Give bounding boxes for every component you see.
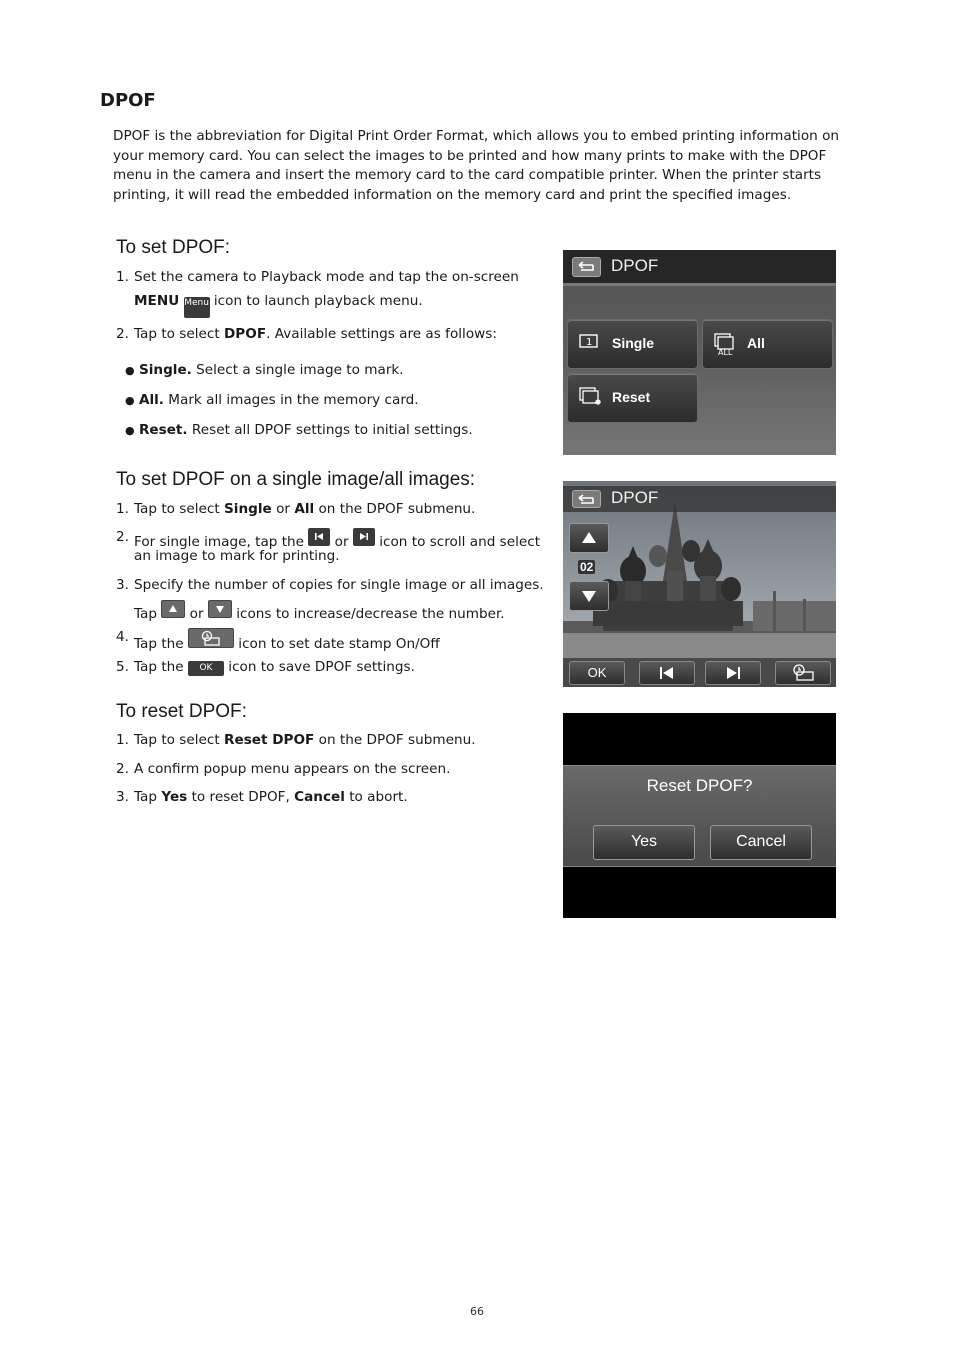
title-bar xyxy=(563,250,836,286)
step-text: Tap xyxy=(134,606,162,622)
step-text: or xyxy=(185,606,208,622)
bullet-bold: Single. xyxy=(138,362,192,378)
date-stamp-icon xyxy=(188,628,234,648)
increase-button[interactable] xyxy=(569,523,609,553)
step-text: icon to set date stamp On/Off xyxy=(233,636,440,652)
intro-paragraph: DPOF is the abbreviation for Digital Print Order Format, which allows you to embed printing information on your memory card. You can select the images to be printed and how many prints to make with the DPOF menu in the camera and insert the memory card to the card compatible printer. When the printer starts printing, it will read the embedded information on the memory card and print the specified images. xyxy=(113,128,840,203)
step-number: 1. xyxy=(116,501,129,517)
all-icon xyxy=(713,332,739,356)
reset-label: Reset xyxy=(612,389,651,405)
step-1-2 xyxy=(116,325,536,345)
step-text: on the DPOF submenu. xyxy=(314,501,476,517)
ok-icon xyxy=(188,661,224,676)
bullet-bold: All. xyxy=(138,392,164,408)
confirm-dialog xyxy=(563,765,836,867)
screen-title: DPOF xyxy=(611,256,659,275)
next-icon xyxy=(353,528,375,546)
page-number: 66 xyxy=(470,1305,484,1318)
section-heading-reset-dpof: To reset DPOF: xyxy=(116,701,247,722)
reset-button[interactable] xyxy=(567,373,698,423)
bullet-mark: ● xyxy=(125,394,135,407)
bullet-reset xyxy=(125,422,473,438)
step-text: Tap the xyxy=(134,636,188,652)
reset-icon xyxy=(578,386,604,410)
back-button[interactable] xyxy=(572,490,601,508)
step-2-2 xyxy=(116,528,541,550)
step-number: 5. xyxy=(116,659,129,675)
step-bold: Reset DPOF xyxy=(224,732,315,748)
menu-icon-label: Menu xyxy=(184,298,209,308)
menu-label: MENU xyxy=(134,293,180,309)
back-arrow-icon xyxy=(577,261,597,273)
section-heading-single-all: To set DPOF on a single image/all images: xyxy=(116,469,476,490)
previous-icon xyxy=(660,667,674,679)
step-text: Specify the number of copies for single image or all images. xyxy=(134,577,544,593)
screenshot-dpof-playback xyxy=(563,481,836,687)
bullet-mark: ● xyxy=(125,424,135,437)
bullet-all xyxy=(125,392,419,408)
step-2-3 xyxy=(116,576,544,596)
step-text: or xyxy=(271,501,295,517)
step-text: icon to scroll and select xyxy=(374,534,541,550)
step-text: Tap to select xyxy=(134,501,225,517)
step-text: . Available settings are as follows: xyxy=(266,326,497,342)
step-text: Tap xyxy=(134,789,162,805)
bullet-mark: ● xyxy=(125,364,135,377)
yes-button[interactable] xyxy=(593,825,695,860)
date-stamp-icon xyxy=(791,663,815,681)
screenshot-reset-confirm xyxy=(563,713,836,918)
step-number: 3. xyxy=(116,789,129,805)
ok-label: OK xyxy=(587,665,607,680)
bullet-text: Select a single image to mark. xyxy=(191,362,404,378)
step-text: to reset DPOF, xyxy=(187,789,295,805)
step-bold: Single xyxy=(224,501,272,517)
step-text: on the DPOF submenu. xyxy=(314,732,476,748)
screen-title: DPOF xyxy=(611,488,659,507)
bullet-text: Reset all DPOF settings to initial settings. xyxy=(187,422,473,438)
step-number: 1. xyxy=(116,269,129,285)
down-arrow-icon xyxy=(582,590,596,602)
page-title: DPOF xyxy=(100,90,156,111)
all-icon-text: ALL xyxy=(718,348,733,356)
back-arrow-icon xyxy=(577,494,597,506)
step-3-2 xyxy=(116,760,536,780)
date-stamp-button[interactable] xyxy=(775,661,831,685)
step-number: 3. xyxy=(116,577,129,593)
step-text: A confirm popup menu appears on the screen. xyxy=(134,761,451,777)
next-button[interactable] xyxy=(705,661,761,685)
bullet-bold: Reset. xyxy=(138,422,188,438)
confirm-question: Reset DPOF? xyxy=(646,776,753,795)
all-label: All xyxy=(747,335,765,351)
step-text: For single image, tap the xyxy=(134,534,309,550)
step-number: 2. xyxy=(116,326,129,342)
single-icon xyxy=(578,332,600,350)
section-heading-set-dpof: To set DPOF: xyxy=(116,237,231,258)
step-text: icon to launch playback menu. xyxy=(209,293,423,309)
all-button[interactable] xyxy=(702,319,833,369)
step-text: Tap the xyxy=(134,659,188,675)
step-2-1 xyxy=(116,500,536,520)
menu-icon xyxy=(184,297,210,318)
bullet-single xyxy=(125,362,404,378)
previous-button[interactable] xyxy=(639,661,695,685)
ok-icon-label: OK xyxy=(199,663,213,673)
back-button[interactable] xyxy=(572,257,601,277)
increase-icon xyxy=(161,600,185,618)
step-2-5 xyxy=(116,658,536,678)
single-button[interactable] xyxy=(567,319,698,369)
decrease-button[interactable] xyxy=(569,581,609,611)
bullet-text: Mark all images in the memory card. xyxy=(163,392,419,408)
title-bar xyxy=(563,486,836,512)
svg-text:1: 1 xyxy=(586,337,593,348)
step-bold: All xyxy=(294,501,315,517)
next-icon xyxy=(726,667,740,679)
step-text: Tap to select xyxy=(134,326,225,342)
yes-label: Yes xyxy=(630,833,658,850)
step-text: Set the camera to Playback mode and tap the on-screen xyxy=(134,269,519,285)
bottom-toolbar xyxy=(563,658,836,687)
step-3-3 xyxy=(116,788,536,808)
copy-count: 02 xyxy=(580,560,594,574)
step-3-1 xyxy=(116,731,536,751)
step-number: 4. xyxy=(116,629,129,645)
previous-icon xyxy=(308,528,330,546)
step-bold: DPOF xyxy=(224,326,267,342)
screenshot-dpof-menu xyxy=(563,250,836,455)
cancel-button[interactable] xyxy=(710,825,812,860)
up-arrow-icon xyxy=(582,532,596,544)
decrease-icon xyxy=(208,600,232,618)
step-text: to abort. xyxy=(344,789,408,805)
cancel-label: Cancel xyxy=(736,833,786,850)
step-bold: Cancel xyxy=(294,789,345,805)
step-1-1 xyxy=(116,268,536,288)
step-number: 2. xyxy=(116,761,129,777)
step-number: 2. xyxy=(116,529,129,545)
single-label: Single xyxy=(612,335,655,351)
step-2-4 xyxy=(116,628,536,650)
step-2-3-cont xyxy=(134,600,505,624)
step-1-1-cont xyxy=(134,292,423,318)
step-text: icon to save DPOF settings. xyxy=(223,659,415,675)
step-text: icons to increase/decrease the number. xyxy=(231,606,505,622)
step-bold: Yes xyxy=(161,789,188,805)
step-2-2-cont: an image to mark for printing. xyxy=(134,548,340,564)
ok-button[interactable] xyxy=(569,661,625,685)
step-number: 1. xyxy=(116,732,129,748)
step-text: or xyxy=(330,534,353,550)
step-text: Tap to select xyxy=(134,732,225,748)
